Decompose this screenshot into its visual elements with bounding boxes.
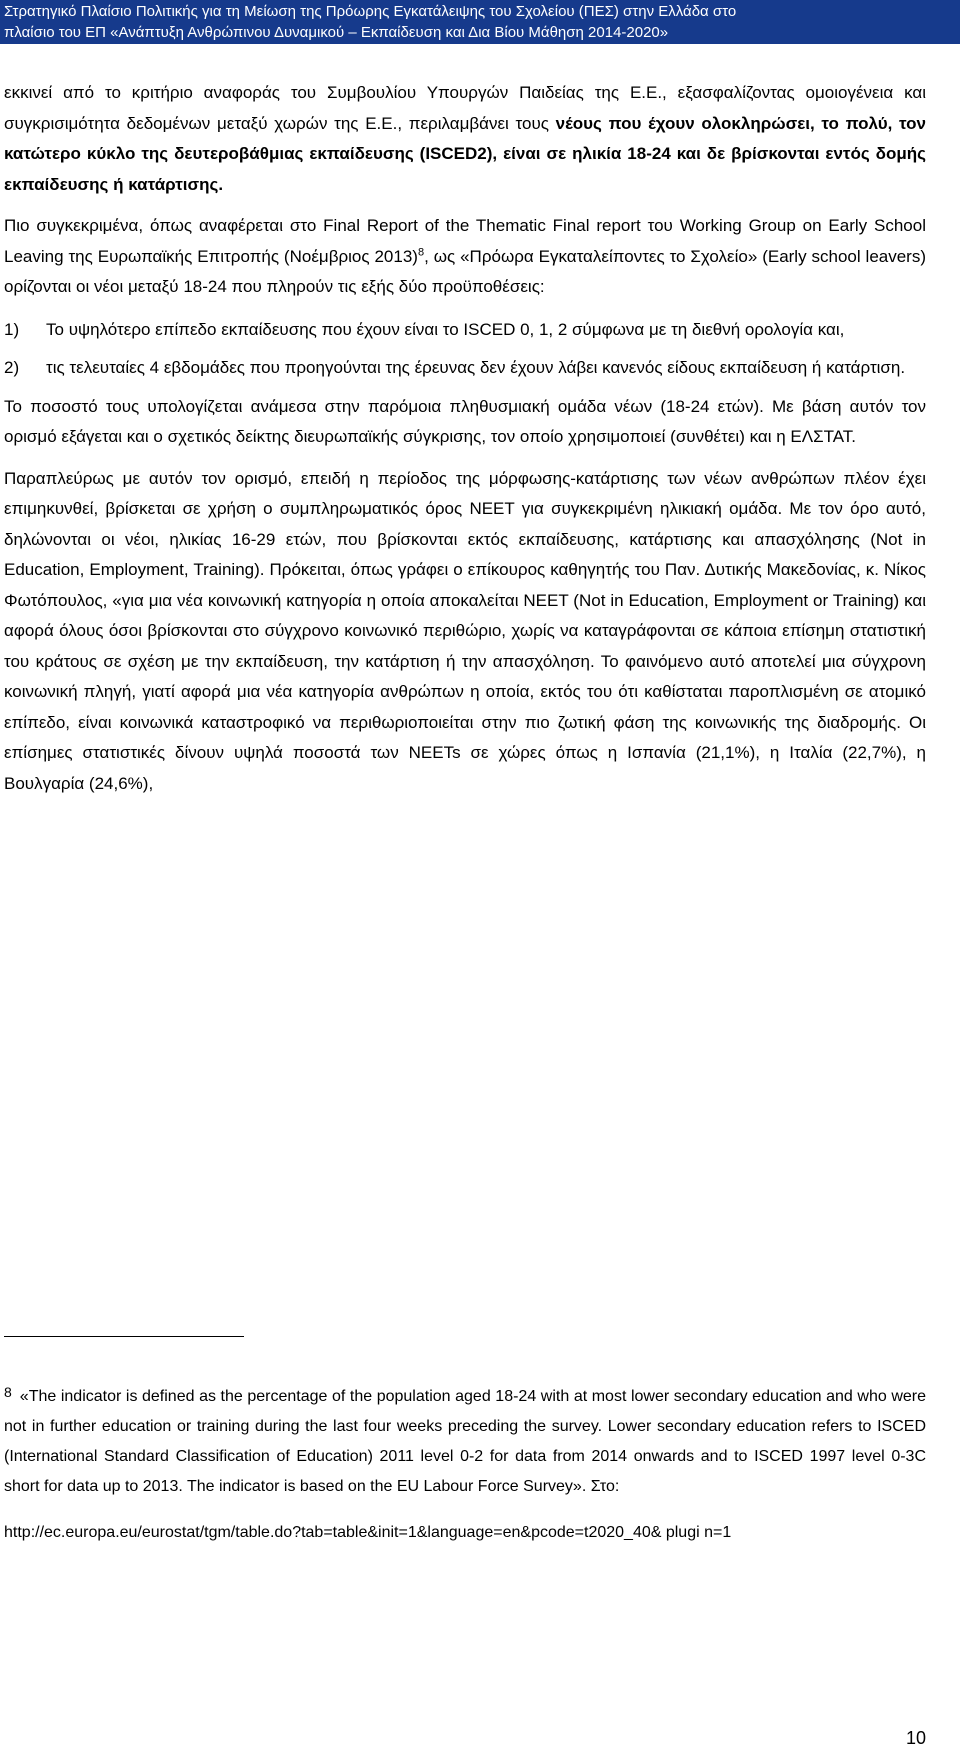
header-line-1: Στρατηγικό Πλαίσιο Πολιτικής για τη Μείωση της Πρόωρης Εγκατάλειψης του Σχολείου (ΠΕΣ) στην Ελλάδα στο <box>4 3 737 20</box>
list-item-number: 2) <box>4 358 20 377</box>
footnote-mark: 8 <box>4 1384 12 1400</box>
paragraph-2-text-start: Πιο συγκεκριμένα, όπως αναφέρεται στο Final Report of the Thematic Final report του Working Group on Early School Leaving της Ευρωπαϊκής Επιτροπής (Νοέμβριος 2013) <box>4 216 926 266</box>
conditions-list <box>4 315 926 384</box>
footnote-text: «The indicator is defined as the percentage of the population aged 18-24 with at most lower secondary education and who were not in further education or training during the last four weeks preceding the survey. Lower secondary education refers to ISCED (International Standard Classification of Education) 2011 level 0-2 for data from 2014 onwards and to ISCED 1997 level 0-3C short for data up to 2013. The indicator is based on the EU Labour Force Survey». Στο: <box>4 1388 926 1495</box>
footnote-separator <box>4 1336 244 1337</box>
paragraph-1-text: εκκινεί από το κριτήριο αναφοράς του Συμβουλίου Υπουργών Παιδείας της Ε.Ε., εξασφαλίζοντας ομοιογένεια και συγκρισιμότητα δεδομένων μεταξύ χωρών της Ε.Ε., περιλαμβάνει τους <box>4 83 926 133</box>
page-number: 10 <box>905 1728 926 1748</box>
document-header <box>0 0 960 44</box>
footnote-reference[interactable]: 8 <box>417 245 425 258</box>
paragraph-4: Παραπλεύρως με αυτόν τον ορισμό, επειδή η περίοδος της μόρφωσης-κατάρτισης των νέων ανθρώπων πλέον έχει επιμηκυνθεί, βρίσκεται σε χρήση ο συμπληρωματικός όρος NEET για συγκεκριμένη ηλικιακή ομάδα. Με τον όρο αυτό, δηλώνονται οι νέοι, ηλικίας 16-29 ετών, που βρίσκονται εκτός εκπαίδευσης, κατάρτισης και απασχόλησης (Not in Education, Employment, Training). Πρόκειται, όπως γράφει ο επίκουρος καθηγητής του Παν. Δυτικής Μακεδονίας, κ. Νίκος Φωτόπουλος, «για μια νέα κοινωνική κατηγορία η οποία αποκαλείται NEET (Not in Education, Employment or Training) και αφορά όλους όσοι βρίσκονται στο σύγχρονο κοινωνικό περιθώριο, χωρίς να καταγράφονται σε κάποια επίσημη στατιστική του κράτους σε σχέση με την εκπαίδευση, την κατάρτιση ή την απασχόληση. Το φαινόμενο αυτό αποτελεί μια σύγχρονη κοινωνική πληγή, γιατί αφορά μια νέα κατηγορία ανθρώπων η οποία, εκτός του ότι καθίσταται παροπλισμένη σε ατομικό επίπεδο, είναι κοινωνικά καταστροφικό να περιθωριοποιείται στην πιο ζωτική φάση της κοινωνικής της διαδρομής. Οι επίσημες στατιστικές δίνουν υψηλά ποσοστά των NEETs σε χώρες όπως η Ισπανία (21,1%), η Ιταλία (22,7%), η Βουλγαρία (24,6%), <box>4 468 926 793</box>
main-content <box>4 78 926 810</box>
paragraph-1 <box>4 78 926 200</box>
footnote-body <box>4 1382 926 1502</box>
paragraph-1-bold: νέους που έχουν ολοκληρώσει, το πολύ, τον κατώτερο κύκλο της δευτεροβάθμιας εκπαίδευσης (ISCED2), είναι σε ηλικία 18-24 και δε βρίσκονται εντός δομής εκπαίδευσης ή κατάρτισης. <box>4 113 927 194</box>
list-item <box>4 315 926 346</box>
header-line-2: πλαίσιο του ΕΠ «Ανάπτυξη Ανθρώπινου Δυναμικού – Εκπαίδευση και Δια Βίου Μάθηση 2014-2020» <box>4 24 669 41</box>
footnote-link[interactable]: http://ec.europa.eu/eurostat/tgm/table.do?tab=table&init=1&language=en&pcode=t2020_40& plugi n=1 <box>4 1524 732 1541</box>
list-item-text: Το υψηλότερο επίπεδο εκπαίδευσης που έχουν είναι το ISCED 0, 1, 2 σύμφωνα με τη διεθνή ορολογία και, <box>46 319 845 339</box>
list-item-text: τις τελευταίες 4 εβδομάδες που προηγούνται της έρευνας δεν έχουν λάβει κανενός είδους εκπαίδευση ή κατάρτιση. <box>46 358 906 377</box>
paragraph-2 <box>4 211 926 303</box>
paragraph-2-text-end: , ως «Πρόωρα Εγκαταλείποντες το Σχολείο» (Early school leavers) ορίζονται οι νέοι μεταξύ 18-24 που πληρούν τις εξής δύο προϋποθέσεις: <box>4 246 927 296</box>
list-item-number: 1) <box>4 319 20 339</box>
paragraph-3: Το ποσοστό τους υπολογίζεται ανάμεσα στην παρόμοια πληθυσμιακή ομάδα νέων (18-24 ετών). Με βάση αυτόν τον ορισμό εξάγεται και ο σχετικός δείκτης διευρωπαϊκής σύγκρισης, τον οποίο χρησιμοποιεί (συνθέτει) και η ΕΛΣΤΑΤ. <box>4 396 926 446</box>
list-item <box>4 353 926 384</box>
footnote <box>4 1382 926 1548</box>
